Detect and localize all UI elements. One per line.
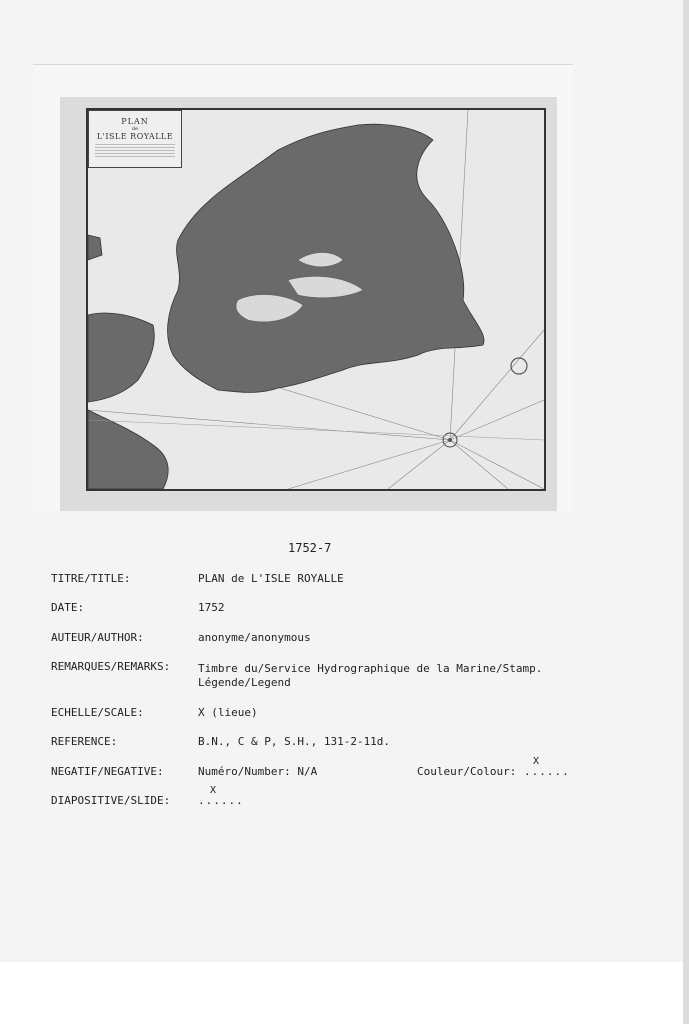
scale-value: X (lieue) (198, 706, 258, 719)
remarks-value-line-1: Timbre du/Service Hydrographique de la Marine/Stamp. (198, 662, 543, 675)
mainland-west (88, 235, 168, 489)
author-value: anonyme/anonymous (198, 631, 311, 644)
remarks-value-line-2: Légende/Legend (198, 676, 291, 689)
colour-label: Couleur/Colour: (417, 765, 517, 778)
date-value: 1752 (198, 601, 225, 614)
colour-dots: ...... (524, 765, 570, 778)
reference-label: REFERENCE: (51, 735, 118, 748)
title-label: TITRE/TITLE: (51, 572, 131, 585)
map-cartouche (88, 110, 182, 168)
page-bottom-edge (0, 962, 689, 1024)
title-value: PLAN de L'ISLE ROYALLE (198, 572, 344, 585)
slide-mark: X (210, 785, 217, 796)
reference-value: B.N., C & P, S.H., 131-2-11d. (198, 735, 391, 748)
cartouche-name: L'ISLE ROYALLE (96, 132, 174, 141)
remarks-label: REMARQUES/REMARKS: (51, 660, 171, 673)
slide-label: DIAPOSITIVE/SLIDE: (51, 794, 171, 807)
scale-label: ECHELLE/SCALE: (51, 706, 144, 719)
negative-number: Numéro/Number: N/A (198, 765, 318, 778)
cartouche-de: de (131, 126, 139, 132)
date-label: DATE: (51, 601, 85, 614)
slide-dots: ...... (198, 794, 244, 807)
colour-mark: X (533, 756, 540, 767)
catalog-number: 1752-7 (288, 541, 332, 555)
page-right-edge (683, 0, 689, 1024)
negative-label: NEGATIF/NEGATIVE: (51, 765, 164, 778)
author-label: AUTEUR/AUTHOR: (51, 631, 144, 644)
strait-lines (88, 420, 544, 440)
cartouche-title: PLAN (121, 117, 149, 126)
cartouche-text-lines (95, 144, 175, 158)
